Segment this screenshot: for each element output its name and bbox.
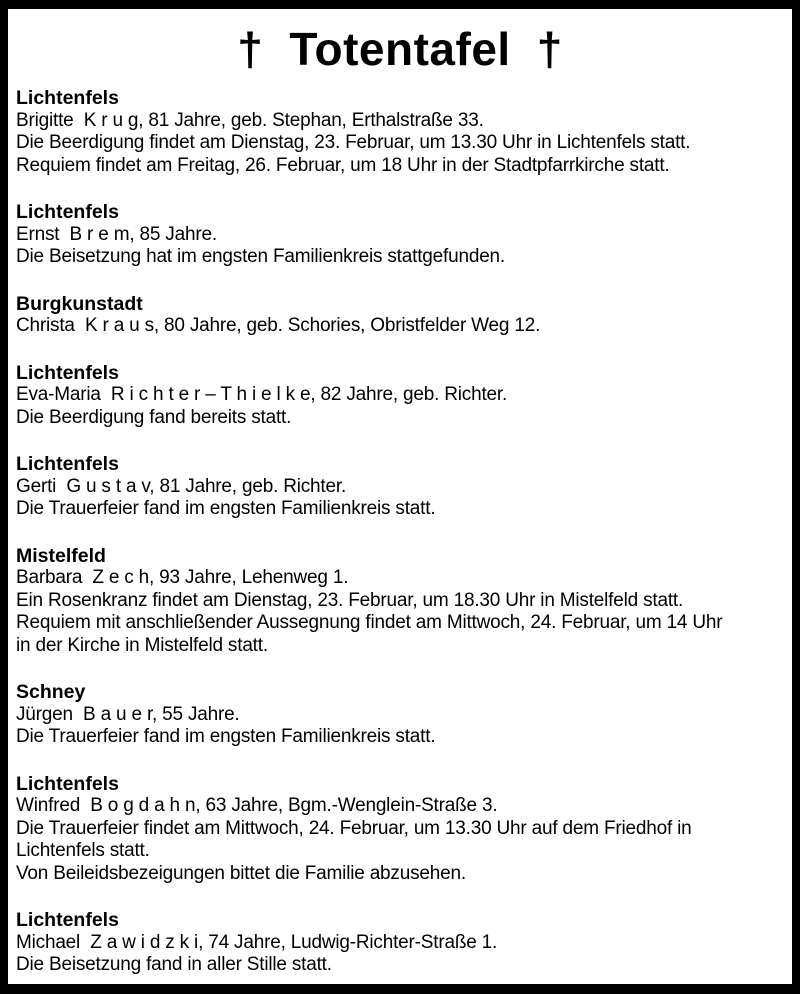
entry-line: Die Beerdigung fand bereits statt.: [16, 406, 292, 428]
entry-line: Die Trauerfeier fand im engsten Familienkreis statt.: [16, 726, 436, 747]
entry-line: Winfred B o g d a h n, 63 Jahre, Bgm.-Wenglein-Straße 3.: [16, 795, 498, 816]
entry-line: Ernst B r e m, 85 Jahre.: [16, 223, 217, 245]
obituary-entry: [16, 773, 782, 886]
entry-place: Lichtenfels: [16, 453, 119, 475]
entry-line: Requiem mit anschließender Aussegnung findet am Mittwoch, 24. Februar, um 14 Uhr: [16, 612, 723, 633]
entry-place: Burgkunstadt: [16, 292, 143, 315]
cross-icon-left: †: [237, 23, 264, 75]
obituary-entry: [16, 453, 782, 521]
obituary-entry: [16, 909, 782, 977]
entry-place: Mistelfeld: [16, 544, 106, 567]
entry-line: Requiem findet am Freitag, 26. Februar, um 18 Uhr in der Stadtpfarrkirche statt.: [16, 154, 670, 176]
entry-place: Lichtenfels: [16, 909, 119, 931]
entry-line: Gerti G u s t a v, 81 Jahre, geb. Richter.: [16, 475, 347, 497]
page-title-text: Totentafel: [289, 23, 511, 75]
entry-line: Die Beisetzung fand in aller Stille statt.: [16, 954, 332, 975]
entry-line: in der Kirche in Mistelfeld statt.: [16, 634, 268, 656]
entry-place: Lichtenfels: [16, 772, 119, 795]
page-title: [8, 23, 792, 75]
entry-line: Michael Z a w i d z k i, 74 Jahre, Ludwig-Richter-Straße 1.: [16, 931, 498, 953]
entry-line: Die Trauerfeier findet am Mittwoch, 24. Februar, um 13.30 Uhr auf dem Friedhof in: [16, 817, 692, 839]
obituary-entry: [16, 362, 782, 430]
entry-line: Eva-Maria R i c h t e r – T h i e l k e, 82 Jahre, geb. Richter.: [16, 384, 508, 405]
entry-line: Die Beisetzung hat im engsten Familienkreis stattgefunden.: [16, 246, 506, 267]
cross-icon-right: †: [536, 23, 563, 75]
obituary-entries: [8, 87, 792, 977]
entry-line: Jürgen B a u e r, 55 Jahre.: [16, 703, 240, 725]
entry-line: Lichtenfels statt.: [16, 840, 150, 861]
entry-place: Schney: [16, 681, 86, 703]
obituary-entry: [16, 681, 782, 749]
entry-line: Ein Rosenkranz findet am Dienstag, 23. Februar, um 18.30 Uhr in Mistelfeld statt.: [16, 589, 684, 611]
obituary-entry: [16, 87, 782, 177]
entry-place: Lichtenfels: [16, 201, 119, 223]
entry-place: Lichtenfels: [16, 87, 119, 109]
entry-line: Die Beerdigung findet am Dienstag, 23. Februar, um 13.30 Uhr in Lichtenfels statt.: [16, 132, 691, 153]
notice-area: [8, 9, 792, 984]
entry-line: Von Beileidsbezeigungen bittet die Familie abzusehen.: [16, 862, 466, 884]
entry-line: Die Trauerfeier fand im engsten Familienkreis statt.: [16, 498, 436, 519]
obituary-entry: [16, 293, 782, 338]
entry-line: Barbara Z e c h, 93 Jahre, Lehenweg 1.: [16, 567, 349, 588]
entry-line: Christa K r a u s, 80 Jahre, geb. Schories, Obristfelder Weg 12.: [16, 315, 541, 336]
entry-place: Lichtenfels: [16, 361, 119, 384]
entry-line: Brigitte K r u g, 81 Jahre, geb. Stephan, Erthalstraße 33.: [16, 109, 484, 131]
obituary-entry: [16, 545, 782, 658]
obituary-entry: [16, 201, 782, 269]
